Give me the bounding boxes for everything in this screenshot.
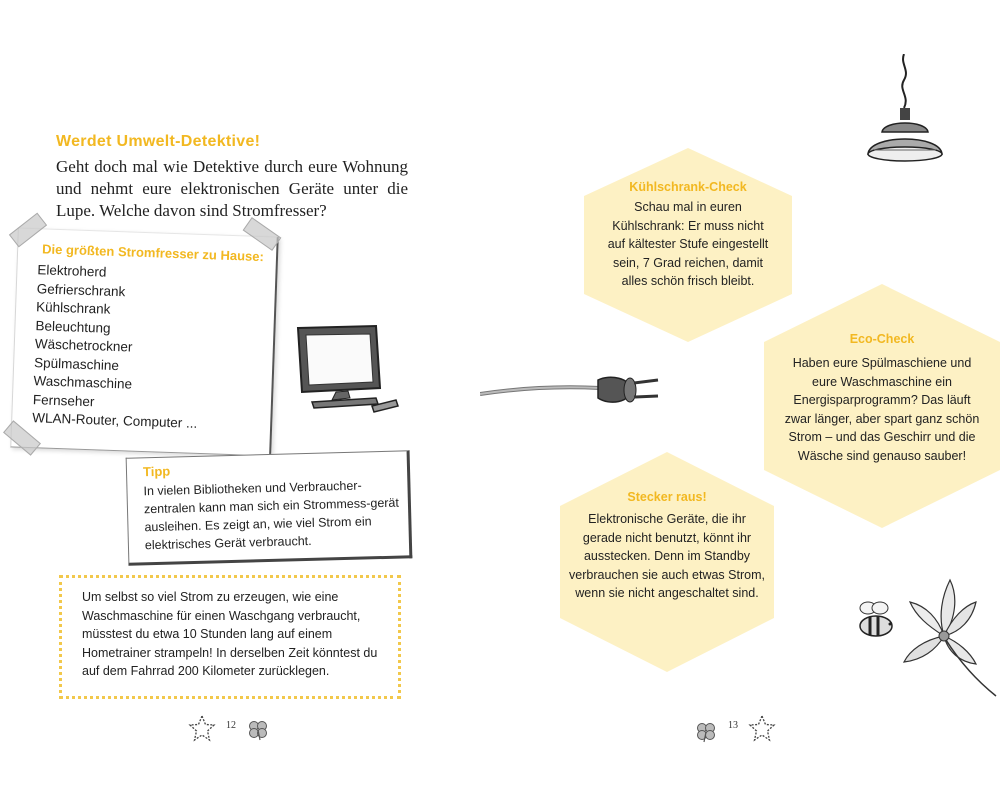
hexagon-stecker-raus	[556, 452, 778, 672]
page-number: 12	[226, 720, 236, 731]
stromfresser-note	[10, 228, 279, 457]
clover-icon	[246, 718, 270, 747]
tipp-box	[126, 450, 413, 565]
list-item: Gefrierschrank	[36, 280, 126, 299]
star-icon	[748, 714, 776, 747]
intro-heading: Werdet Umwelt-Detektive!	[56, 133, 261, 150]
list-item: Spülmaschine	[33, 354, 120, 373]
flower-icon	[880, 576, 1000, 705]
check-title: Kühlschrank-Check	[629, 180, 747, 194]
fact-text: Um selbst so viel Strom zu erzeugen, wie eine Waschmaschine für einen Waschgang verbraucht, müsstest du etwa 10 Stunden lang auf einem Hometrainer strampeln! In derselben Zeit könntest du auf dem Fahrrad 200 Kilometer zurücklegen.	[82, 590, 378, 678]
list-item: Fernseher	[32, 391, 95, 409]
note-title: Die größten Stromfresser zu Hause:	[41, 241, 265, 265]
plug-icon	[480, 368, 670, 423]
tipp-text: In vielen Bibliotheken und Verbraucher-zentralen kann man sich ein Strommess-gerät ausleihen. Es zeigt an, wie viel Strom ein elektrisches Gerät verbraucht.	[143, 478, 400, 553]
monitor-icon	[292, 322, 404, 423]
check-text: Schau mal in euren Kühlschrank: Er muss nicht auf kältester Stufe eingestellt sein, 7 Grad reichen, damit alles schön frisch bleibt.	[607, 200, 769, 288]
list-item: Beleuchtung	[35, 317, 111, 336]
hexagon-eco-check	[764, 284, 1000, 528]
list-item: Waschmaschine	[33, 373, 133, 392]
check-title: Stecker raus!	[627, 490, 707, 504]
list-item: Wäschetrockner	[34, 336, 133, 355]
tipp-title: Tipp	[142, 463, 171, 480]
clover-icon	[694, 720, 718, 749]
page-number: 13	[728, 720, 738, 731]
list-item: Elektroherd	[37, 262, 107, 280]
stromfresser-list	[32, 261, 203, 433]
check-text: Haben eure Spülmaschiene und eure Waschmaschine ein Energisparprogramm? Das läuft zwar länger, aber spart ganz schön Strom – und das Geschirr und die Wäsche sind genauso sauber!	[784, 356, 980, 463]
list-item: Kühlschrank	[35, 299, 111, 317]
intro-paragraph: Geht doch mal wie Detektive durch eure Wohnung und nehmt eure elektronischen Geräte unter die Lupe. Welche davon sind Stromfresser?	[56, 157, 408, 220]
lamp-icon	[860, 54, 950, 175]
check-title: Eco-Check	[849, 332, 915, 346]
star-icon	[188, 714, 216, 747]
list-item: WLAN-Router, Computer ...	[32, 410, 198, 431]
fact-box	[59, 575, 401, 699]
check-text: Elektronische Geräte, die ihr gerade nicht benutzt, könnt ihr ausstecken. Denn im Standby verbrauchen sie auch etwas Strom, wenn sie nicht angeschaltet sind.	[569, 512, 765, 600]
